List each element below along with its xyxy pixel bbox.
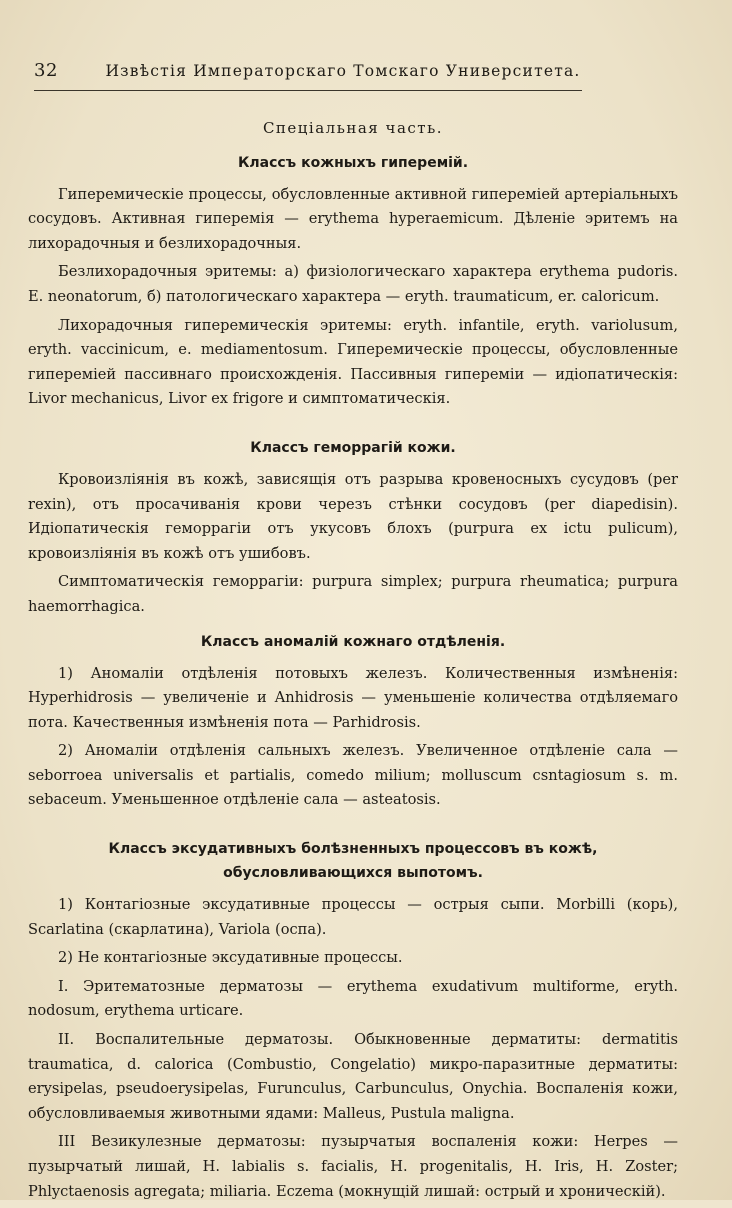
paragraph: 1) Аномаліи отдѣленія потовыхъ железъ. Количественныя измѣненія: Hyperhidrosis — увеличеніе и Anhidrosis — уменьшеніе количества отдѣляемаго пота. Качественныя измѣненія пота — Parhidrosis. (28, 664, 678, 731)
paragraph: Лихорадочныя гиперемическія эритемы: eryth. infantile, eryth. variolusum, eryth. vaccinicum, e. mediamentosum. Гиперемическіе процессы, обусловленные гиперемiей пассивнаго происхожденія. Пассивныя гипереміи — идіопатическія: Livor mechanicus, Livor ex frigore и симптоматическія. (28, 316, 678, 408)
paragraph: 2) Аномаліи отдѣленія сальныхъ железъ. Увеличенное отдѣленіе сала — seborroea universalis et partialis, comedo milium; molluscum csntagiosum s. m. sebaceum. Уменьшенное отдѣленіе сала — asteatosis. (28, 742, 678, 809)
section-hemorrhages (28, 436, 678, 620)
paragraph: Симптоматическія геморрагіи: purpura simplex; purpura rheumatica; purpura haemorrhagica. (28, 573, 678, 615)
paragraph: I. Эритематозные дерматозы — erythema exudativum multiforme, eryth. nodosum, erythema urticare. (28, 977, 678, 1020)
paragraph: Гиперемическіе процессы, обусловленные активной гиперемiей артеріальныхъ сосудовъ. Активная гиперемія — erythema hyperaemicum. Дѣленіе эритемъ на лихорадочныя и безлихорадочныя. (28, 185, 678, 252)
section-title: Спеціальная часть. (262, 119, 444, 137)
paragraph: Кровоизлiянія въ кожѣ, зависящія отъ разрыва кровеносныхъ сусудовъ (per rexin), отъ просачиванія крови черезъ стѣнки сосудовъ (per diapedisin). Идіопатическія геморрагіи отъ укусовъ блохъ (purpura ex ictu pulicum), кровоизлiянія въ кожѣ отъ ушибовъ. (28, 470, 678, 562)
running-title: Извѣстія Императорскаго Томскаго Университета. (105, 62, 581, 80)
section-hyperemia (28, 151, 678, 412)
class-heading: Классъ кожныхъ гиперемій. (237, 154, 469, 171)
paragraph: 2) Не контагіозные эксудативные процессы. (58, 949, 403, 967)
page-header (34, 60, 582, 81)
class-heading: Классъ аномалій кожнаго отдѣленія. (200, 633, 506, 650)
section-secretion-anomalies (28, 630, 678, 814)
header-rule (34, 90, 582, 91)
section-exudative (28, 837, 678, 1204)
paragraph: 1) Контагіозные эксудативные процессы — острыя сыпи. Morbilli (корь), Scarlatina (скарлатина), Variola (оспа). (28, 896, 678, 938)
page-body (28, 110, 678, 1208)
paragraph: III Везикулезные дерматозы: пузырчатыя воспаленія кожи: Herpes — пузырчатый лишай, H. labialis s. facialis, H. progenitalis, H. Iris, H. Zoster; Phlyctaenosis agregata; miliaria. Eczema (мокнущій лишай: острый и хроническій). (28, 1133, 678, 1200)
paragraph: Безлихорадочныя эритемы: a) физіологическаго характера erythema pudoris. E. neonatorum, б) патологическаго характера — eryth. traumaticum, er. caloricum. (28, 263, 678, 305)
class-heading: Классъ эксудативныхъ болѣзненныхъ процессовъ въ кожѣ, обусловливающихся выпотомъ. (108, 841, 598, 882)
page-number: 32 (34, 60, 58, 81)
class-heading: Классъ геморрагій кожи. (250, 439, 456, 456)
paragraph: II. Воспалительные дерматозы. Обыкновенные дерматиты: dermatitis traumatica, d. calorica (Combustio, Congelatio) микро-паразитные дерматиты: erysipelas, pseudoerysipelas, Furunculus, Carbunculus, Onychia. Воспаленія кожи, обусловливаемыя животными ядами: Malleus, Pustula maligna. (28, 1031, 678, 1122)
